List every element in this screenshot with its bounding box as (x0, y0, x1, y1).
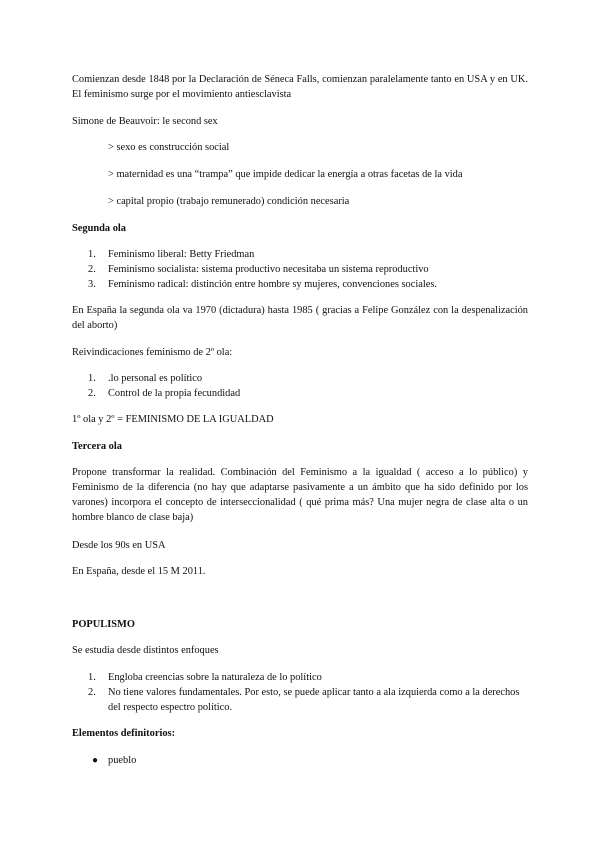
beauvoir-point-1: > sexo es construcción social (108, 142, 230, 153)
list-number: 3. (88, 279, 96, 290)
list-number: 1. (88, 249, 96, 260)
elementos-heading: Elementos definitorios: (72, 728, 176, 739)
list-text: .lo personal es político (108, 373, 203, 384)
espana-segunda-paragraph: En España la segunda ola va 1970 (dictadura) hasta 1985 ( gracias a Felipe González con la despenalización del aborto) (72, 305, 528, 331)
list-text: No tiene valores fundamentales. Por esto, se puede aplicar tanto a ala izquierda como a la derechos del respecto espectro político. (108, 687, 520, 713)
list-number: 1. (88, 373, 96, 384)
list-text: Engloba creencias sobre la naturaleza de lo político (108, 672, 322, 683)
espana-15m-line: En España, desde el 15 M 2011. (72, 566, 206, 577)
list-text: Feminismo socialista: sistema productivo necesitaba un sistema reproductivo (108, 264, 429, 275)
populismo-heading: POPULISMO (72, 619, 135, 630)
list-number: 1. (88, 672, 96, 683)
list-text: Control de la propia fecundidad (108, 388, 241, 399)
list-number: 2. (88, 687, 96, 698)
beauvoir-point-2: > maternidad es una “trampa” que impide dedicar la energía a otras facetas de la vida (108, 169, 463, 180)
list-text: Feminismo liberal: Betty Friedman (108, 249, 255, 260)
segunda-ola-heading: Segunda ola (72, 223, 126, 234)
populismo-intro: Se estudia desde distintos enfoques (72, 645, 219, 656)
beauvoir-point-3: > capital propio (trabajo remunerado) condición necesaria (108, 196, 350, 207)
igualdad-line: 1º ola y 2º = FEMINISMO DE LA IGUALDAD (72, 414, 274, 425)
tercera-ola-paragraph: Propone transformar la realidad. Combinación del Feminismo a la igualdad ( acceso a lo público) y Feminismo de la diferencia (no hay que adaptarse pasivamente a un ámbito que ha sido definido por los varones) incorpora el concepto de interseccionalidad ( qué prima más? Una mujer negra de clase alta o un hombre blanco de clase baja) (72, 467, 528, 523)
reivindicaciones-line: Reivindicaciones feminismo de 2º ola: (72, 347, 233, 358)
list-number: 2. (88, 388, 96, 399)
beauvoir-line: Simone de Beauvoir: le second sex (72, 116, 218, 127)
list-text: pueblo (108, 755, 137, 766)
list-number: 2. (88, 264, 96, 275)
desde-90-line: Desde los 90s en USA (72, 540, 166, 551)
intro-paragraph: Comienzan desde 1848 por la Declaración de Séneca Falls, comienzan paralelamente tanto en USA y en UK. El feminismo surge por el movimiento antiesclavista (72, 74, 528, 100)
tercera-ola-heading: Tercera ola (72, 441, 122, 452)
bullet-icon: ● (92, 755, 99, 766)
list-text: Feminismo radical: distinción entre hombre sy mujeres, convenciones sociales. (108, 279, 437, 290)
